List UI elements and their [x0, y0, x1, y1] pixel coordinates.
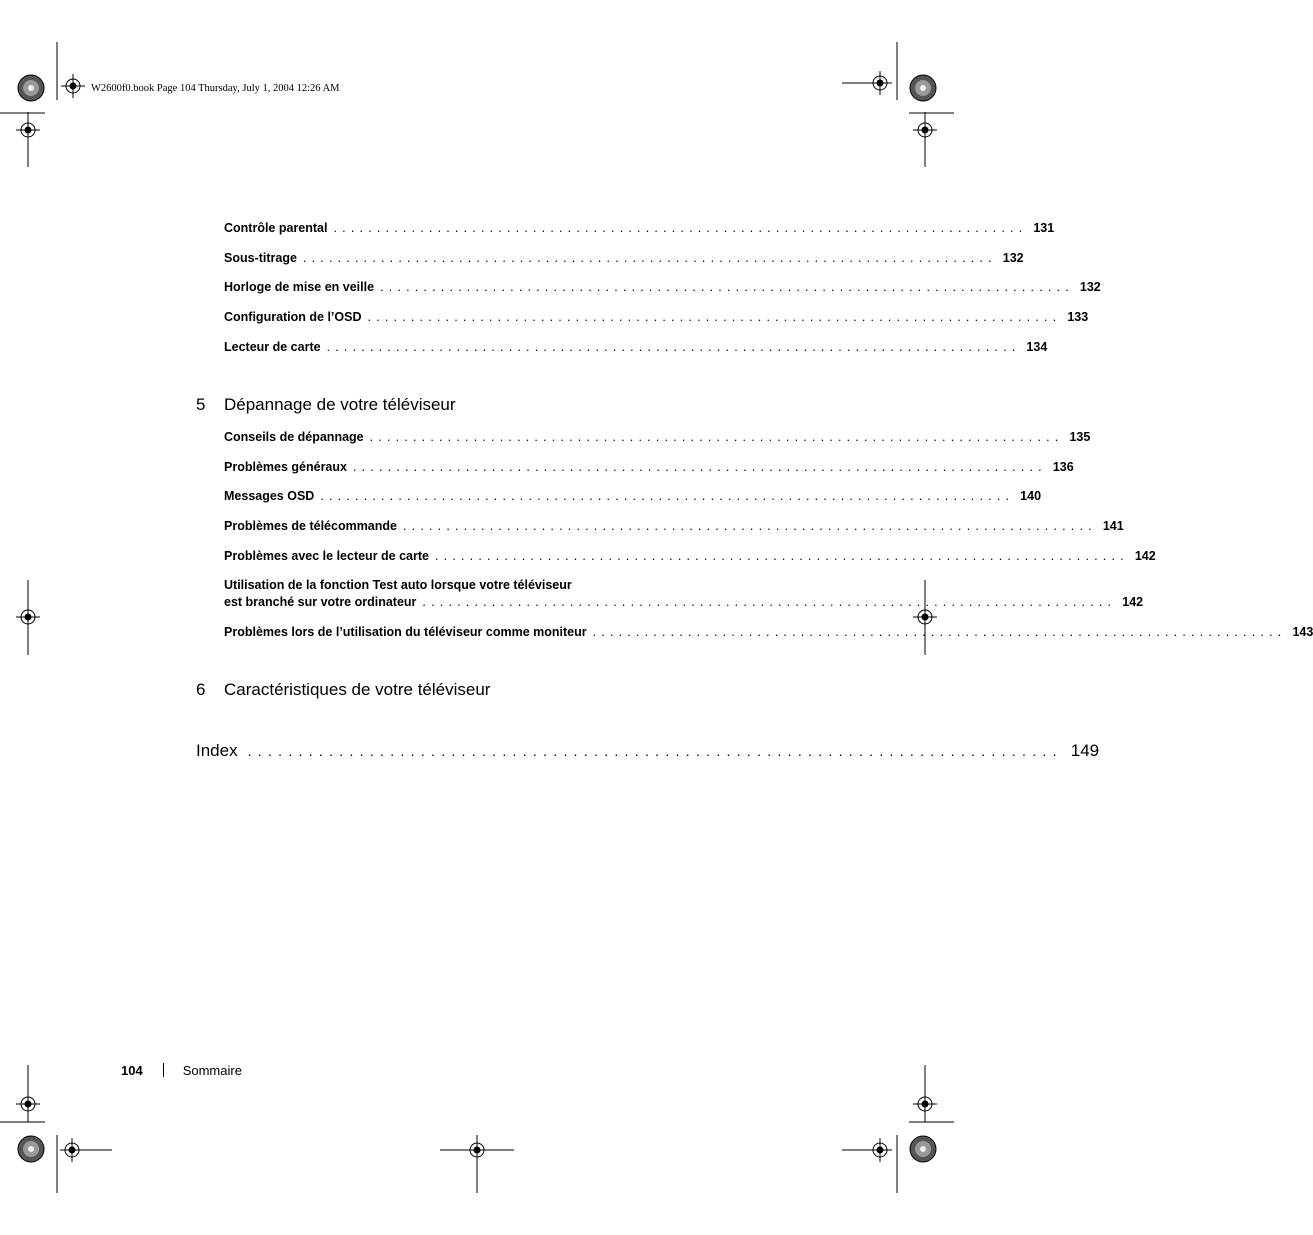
leader-dots: ................................................................................ [434, 549, 1129, 563]
chapter-heading-6[interactable] [196, 680, 490, 700]
toc-entry[interactable] [224, 625, 1313, 639]
toc-entry-page: 132 [1079, 280, 1101, 294]
leader-dots: ................................................................................ [352, 460, 1047, 474]
footer-page-number: 104 [121, 1063, 143, 1078]
toc-entry-label: Contrôle parental [224, 221, 328, 235]
toc-entry-label: Configuration de l’OSD [224, 310, 362, 324]
page-footer [121, 1063, 242, 1078]
toc-entry-page: 136 [1052, 460, 1074, 474]
leader-dots: ................................................................................ [333, 221, 1028, 235]
footer-divider [163, 1063, 164, 1077]
toc-entry[interactable] [224, 519, 1124, 533]
toc-entry-page: 142 [1134, 549, 1156, 563]
toc-entry[interactable] [224, 340, 1048, 354]
leader-dots: ................................................................................ [320, 489, 1015, 503]
toc-entry-label: Problèmes généraux [224, 460, 347, 474]
toc-entry-page: 140 [1020, 489, 1042, 503]
toc-entry[interactable] [224, 310, 1089, 324]
chapter-heading-5[interactable] [196, 395, 456, 415]
toc-entry-label: Horloge de mise en veille [224, 280, 375, 294]
toc-entry[interactable] [224, 221, 1055, 235]
leader-dots: ................................................................................ [367, 310, 1062, 324]
toc-entry-label: Problèmes avec le lecteur de carte [224, 549, 429, 563]
toc-entry-page: 133 [1067, 310, 1089, 324]
print-slug: W2600f0.book Page 104 Thursday, July 1, 2004 12:26 AM [91, 83, 340, 94]
index-page: 149 [1070, 741, 1100, 760]
chapter-number: 5 [196, 395, 206, 414]
toc-entry[interactable] [224, 460, 1074, 474]
toc-entry[interactable] [224, 578, 1144, 609]
chapter-title: Dépannage de votre téléviseur [224, 395, 456, 414]
toc-entry[interactable] [224, 549, 1156, 563]
toc-entry-label: est branché sur votre ordinateur [224, 595, 417, 609]
toc-entry[interactable] [224, 430, 1091, 444]
leader-dots: ................................................................................ [326, 340, 1021, 354]
toc-entry-page: 141 [1102, 519, 1124, 533]
toc-entry-page: 143 [1292, 625, 1313, 639]
toc-entry-label: Sous-titrage [224, 251, 297, 265]
leader-dots: ................................................................................ [369, 430, 1064, 444]
footer-section: Sommaire [182, 1063, 242, 1078]
toc-entry-page: 132 [1002, 251, 1024, 265]
toc-entry[interactable] [224, 251, 1024, 265]
toc-entry-page: 142 [1122, 595, 1144, 609]
toc-entry-page: 135 [1069, 430, 1091, 444]
toc-entry[interactable] [224, 280, 1101, 294]
toc-entry[interactable] [224, 489, 1042, 503]
chapter-title: Caractéristiques de votre téléviseur [224, 680, 491, 699]
toc-entry-label: Problèmes lors de l’utilisation du téléviseur comme moniteur [224, 625, 587, 639]
leader-dots: ................................................................................ [592, 625, 1287, 639]
leader-dots: ................................................................................ [380, 280, 1074, 294]
toc-entry-page: 134 [1026, 340, 1048, 354]
toc-entry-label: Problèmes de télécommande [224, 519, 397, 533]
toc-entry-page: 131 [1033, 221, 1055, 235]
leader-dots: ................................................................................ [422, 595, 1117, 609]
index-label: Index [196, 741, 238, 760]
toc-entry-label: Messages OSD [224, 489, 315, 503]
toc-entry-label-line1: Utilisation de la fonction Test auto lorsque votre téléviseur [224, 578, 572, 592]
chapter-number: 6 [196, 680, 206, 699]
toc-entry-label: Conseils de dépannage [224, 430, 364, 444]
toc-entry-label: Lecteur de carte [224, 340, 321, 354]
toc-index-entry[interactable] [196, 741, 1100, 761]
leader-dots: ................................................................................ [247, 743, 1063, 759]
leader-dots: ................................................................................ [302, 251, 997, 265]
leader-dots: ................................................................................ [402, 519, 1097, 533]
